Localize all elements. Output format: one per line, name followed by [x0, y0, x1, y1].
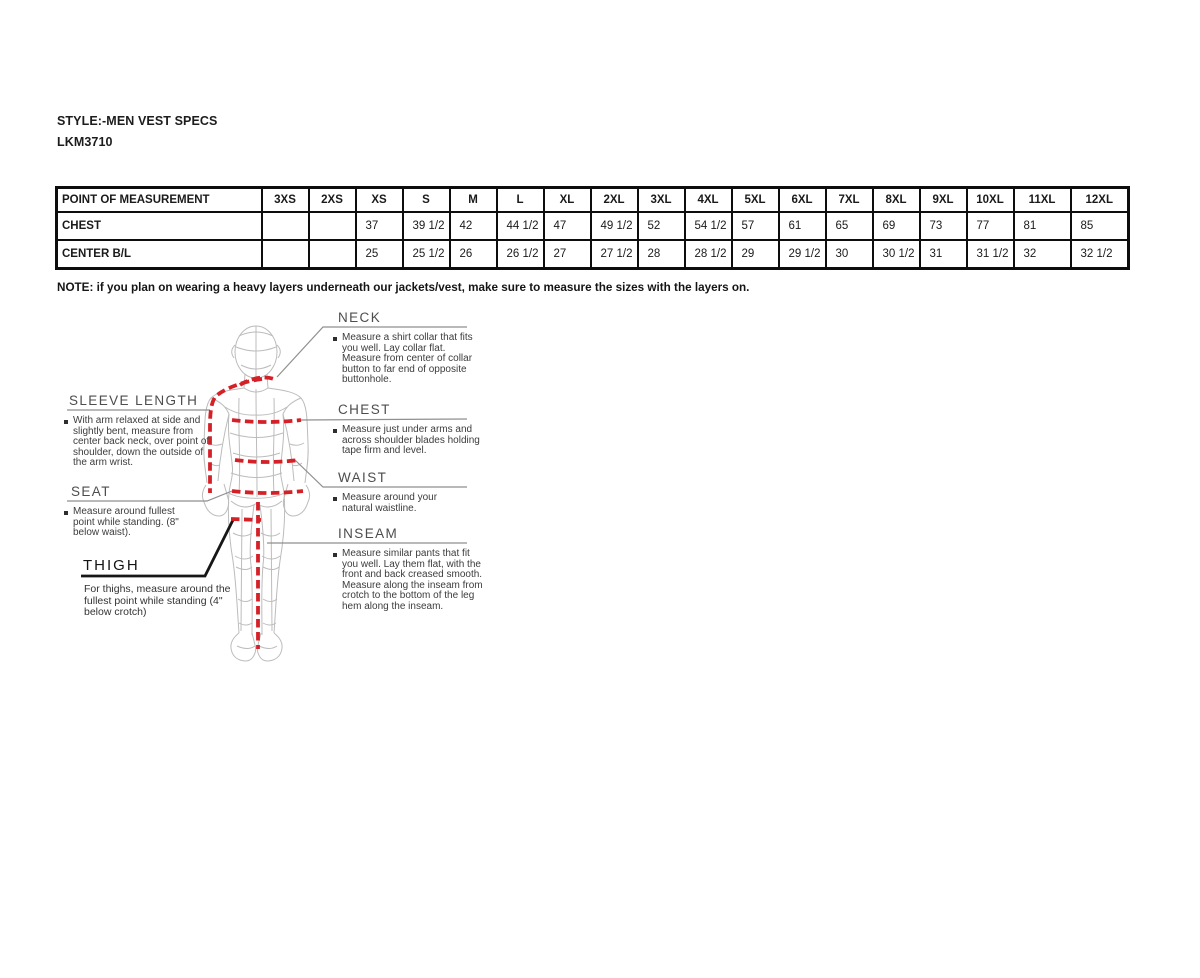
size-value-cell: 31 1/2	[967, 240, 1014, 269]
size-value-cell	[262, 240, 309, 269]
header-size-2xl: 2XL	[591, 188, 638, 213]
waist-heading: WAIST	[338, 470, 388, 485]
size-value-cell: 31	[920, 240, 967, 269]
header-size-xl: XL	[544, 188, 591, 213]
neck-heading: NECK	[338, 310, 382, 325]
header-size-9xl: 9XL	[920, 188, 967, 213]
header-size-3xl: 3XL	[638, 188, 685, 213]
size-value-cell: 54 1/2	[685, 212, 732, 240]
header-point-of-measurement: POINT OF MEASUREMENT	[57, 188, 262, 213]
sleeve-measure-line	[210, 379, 262, 493]
bullet-icon	[333, 429, 337, 433]
note-text: NOTE: if you plan on wearing a heavy layers underneath our jackets/vest, make sure to measure the sizes with the layers on.	[57, 281, 750, 294]
chest-measure-line	[232, 420, 301, 422]
size-value-cell: 32 1/2	[1071, 240, 1129, 269]
seat-description: Measure around fullest point while standing. (8" below waist).	[62, 507, 195, 539]
bullet-icon	[333, 337, 337, 341]
header-size-6xl: 6XL	[779, 188, 826, 213]
size-value-cell: 69	[873, 212, 920, 240]
header-size-7xl: 7XL	[826, 188, 873, 213]
model-number: LKM3710	[57, 135, 113, 149]
size-value-cell: 25 1/2	[403, 240, 450, 269]
chest-heading: CHEST	[338, 402, 391, 417]
header-size-2xs: 2XS	[309, 188, 356, 213]
inseam-heading: INSEAM	[338, 526, 399, 541]
size-value-cell: 52	[638, 212, 685, 240]
sleeve-length-heading: SLEEVE LENGTH	[69, 393, 199, 408]
size-value-cell: 27 1/2	[591, 240, 638, 269]
size-value-cell: 28	[638, 240, 685, 269]
size-value-cell: 26 1/2	[497, 240, 544, 269]
size-value-cell: 42	[450, 212, 497, 240]
size-value-cell	[309, 240, 356, 269]
size-value-cell: 81	[1014, 212, 1071, 240]
header-size-12xl: 12XL	[1071, 188, 1129, 213]
size-value-cell: 30	[826, 240, 873, 269]
size-value-cell: 27	[544, 240, 591, 269]
header-size-m: M	[450, 188, 497, 213]
style-title: STYLE:-MEN VEST SPECS	[57, 114, 218, 128]
size-table-header-row	[57, 188, 1129, 213]
size-value-cell: 32	[1014, 240, 1071, 269]
size-value-cell: 37	[356, 212, 403, 240]
neck-description: Measure a shirt collar that fits you well. Lay collar flat. Measure from center of collar button to far end of opposite buttonhole.	[331, 333, 480, 386]
chest-leader-line	[301, 419, 467, 420]
thigh-heading: THIGH	[83, 557, 140, 574]
size-value-cell: 61	[779, 212, 826, 240]
header-size-8xl: 8XL	[873, 188, 920, 213]
bullet-icon	[64, 511, 68, 515]
size-value-cell: 26	[450, 240, 497, 269]
size-value-cell: 28 1/2	[685, 240, 732, 269]
size-value-cell: 44 1/2	[497, 212, 544, 240]
size-value-cell: 47	[544, 212, 591, 240]
size-value-cell: 57	[732, 212, 779, 240]
header-size-11xl: 11XL	[1014, 188, 1071, 213]
row-label: CENTER B/L	[57, 240, 262, 269]
waist-description: Measure around your natural waistline.	[331, 493, 468, 514]
size-value-cell: 25	[356, 240, 403, 269]
size-value-cell: 39 1/2	[403, 212, 450, 240]
header-size-10xl: 10XL	[967, 188, 1014, 213]
header-size-xs: XS	[356, 188, 403, 213]
measurement-row	[57, 240, 1129, 269]
header-size-5xl: 5XL	[732, 188, 779, 213]
size-value-cell: 29	[732, 240, 779, 269]
bullet-icon	[333, 497, 337, 501]
size-value-cell	[262, 212, 309, 240]
size-value-cell: 30 1/2	[873, 240, 920, 269]
size-value-cell: 85	[1071, 212, 1129, 240]
header-size-4xl: 4XL	[685, 188, 732, 213]
header-size-s: S	[403, 188, 450, 213]
inseam-description: Measure similar pants that fit you well. Lay them flat, with the front and back creased smooth. Measure along the inseam from crotch to the bottom of the leg hem along the inseam.	[331, 549, 484, 613]
size-value-cell: 29 1/2	[779, 240, 826, 269]
header-size-l: L	[497, 188, 544, 213]
size-table-body	[57, 212, 1129, 269]
size-value-cell: 73	[920, 212, 967, 240]
size-table	[55, 186, 1128, 270]
measurement-diagram	[55, 303, 495, 675]
waist-measure-line	[235, 460, 299, 462]
chest-description: Measure just under arms and across shoulder blades holding tape firm and level.	[331, 425, 486, 457]
size-value-cell: 49 1/2	[591, 212, 638, 240]
bullet-icon	[64, 420, 68, 424]
size-value-cell	[309, 212, 356, 240]
header-size-3xs: 3XS	[262, 188, 309, 213]
measurement-row	[57, 212, 1129, 240]
size-value-cell: 65	[826, 212, 873, 240]
seat-heading: SEAT	[71, 484, 111, 499]
seat-measure-line	[232, 491, 303, 493]
sleeve-length-description: With arm relaxed at side and slightly bent, measure from center back neck, over point of shoulder, down the outside of the arm wrist.	[62, 416, 215, 469]
thigh-description: For thighs, measure around the fullest point while standing (4" below crotch)	[84, 583, 231, 618]
bullet-icon	[333, 553, 337, 557]
row-label: CHEST	[57, 212, 262, 240]
size-value-cell: 77	[967, 212, 1014, 240]
